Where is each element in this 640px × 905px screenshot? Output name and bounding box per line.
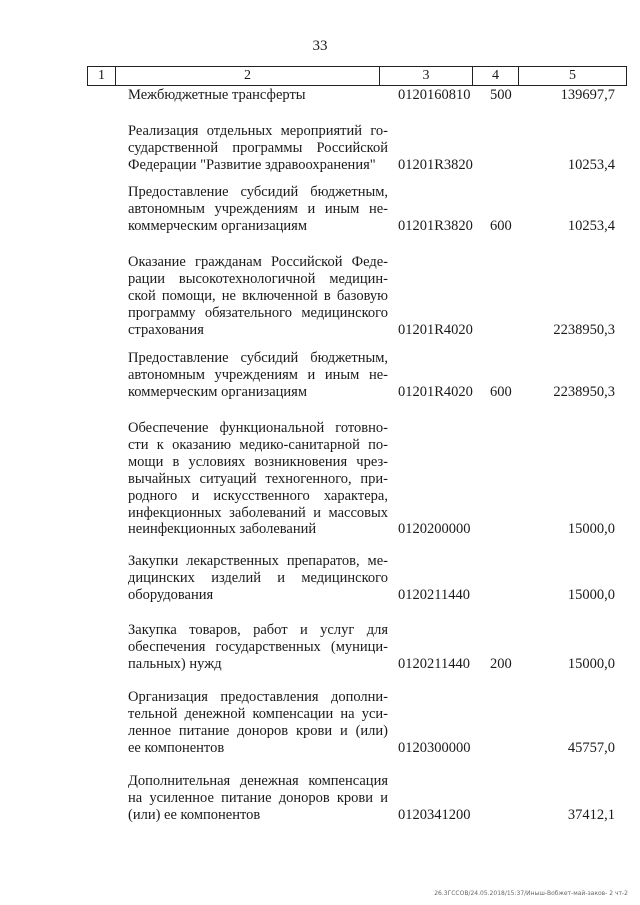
row-name-line: инфекционных заболеваний и массовых bbox=[128, 504, 388, 521]
header-col-3: 3 bbox=[422, 68, 430, 83]
row-amount: 15000,0 bbox=[567, 655, 615, 672]
page-number: 33 bbox=[312, 38, 328, 54]
row-name-line: Дополнительная денежная компенсация bbox=[128, 773, 388, 789]
row-name-line: тельной денежной компенсации на уси- bbox=[128, 705, 388, 722]
header-col-4: 4 bbox=[492, 68, 499, 83]
row-name bbox=[128, 773, 388, 824]
row-name-line: рации высокотехнологичной медицин- bbox=[128, 270, 388, 287]
row-code: 0120160810 bbox=[398, 87, 471, 103]
row-expense-type: 200 bbox=[490, 655, 512, 672]
row-code: 0120300000 bbox=[398, 739, 471, 756]
table-header bbox=[87, 66, 627, 86]
row-name-line: Закупка товаров, работ и услуг для bbox=[128, 622, 388, 638]
row-name bbox=[128, 350, 388, 401]
row-name bbox=[128, 420, 388, 538]
row-name-line: Реализация отдельных мероприятий го- bbox=[128, 123, 388, 139]
row-name-line: ленное питание доноров крови и (или) bbox=[128, 722, 388, 739]
row-name-line: Закупки лекарственных препаратов, ме- bbox=[128, 553, 388, 569]
row-name-line: коммерческим организациям bbox=[128, 217, 308, 234]
row-name-line: Оказание гражданам Российской Феде- bbox=[128, 254, 388, 270]
row-name-line: оборудования bbox=[128, 586, 214, 603]
row-expense-type: 500 bbox=[490, 87, 512, 103]
row-name-line: программу обязательного медицинского bbox=[128, 304, 388, 321]
row-amount: 45757,0 bbox=[567, 739, 615, 756]
row-name-line: Организация предоставления дополни- bbox=[128, 689, 388, 705]
row-name-line: автономным учреждениям и иным не- bbox=[128, 366, 388, 383]
row-amount: 2238950,3 bbox=[553, 383, 615, 400]
row-name-line: сударственной программы Российской bbox=[128, 139, 388, 156]
row-name-line: пальных) нужд bbox=[128, 655, 222, 672]
footer-stamp: 26.3ГССОВ/24.05.2018/15:37/Иныш-Вобжет-май-заков- 2 чт-2 bbox=[434, 890, 628, 897]
header-col-5: 5 bbox=[569, 68, 576, 83]
row-code: 01201R4020 bbox=[398, 321, 473, 338]
row-name-line: на усиленное питание доноров крови и bbox=[128, 789, 388, 806]
header-col-2: 2 bbox=[244, 68, 251, 83]
row-code: 0120341200 bbox=[398, 806, 471, 823]
row-amount: 139697,7 bbox=[560, 87, 615, 103]
row-amount: 10253,4 bbox=[567, 156, 615, 173]
header-col-1: 1 bbox=[98, 68, 105, 83]
row-amount: 10253,4 bbox=[567, 217, 615, 234]
row-name-line: вычайных ситуаций техногенного, при- bbox=[128, 470, 388, 487]
row-name-line: родного и искусственного характера, bbox=[128, 487, 388, 504]
row-code: 01201R3820 bbox=[398, 217, 473, 234]
row-name-line: Предоставление субсидий бюджетным, bbox=[128, 350, 388, 366]
row-code: 01201R3820 bbox=[398, 156, 473, 173]
row-code: 0120211440 bbox=[398, 586, 470, 603]
row-name bbox=[128, 123, 388, 174]
row-name bbox=[128, 622, 388, 673]
row-name-line: неинфекционных заболеваний bbox=[128, 521, 317, 538]
row-name-line: Предоставление субсидий бюджетным, bbox=[128, 184, 388, 200]
row-name-line: ее компонентов bbox=[128, 739, 225, 756]
row-name-line: ской помощи, не включенной в базовую bbox=[128, 287, 388, 304]
row-amount: 15000,0 bbox=[567, 521, 615, 538]
row-name-line: Обеспечение функциональной готовно- bbox=[128, 420, 388, 436]
row-name-line: (или) ее компонентов bbox=[128, 806, 261, 823]
row-name-line: Федерации "Развитие здравоохранения" bbox=[128, 156, 376, 173]
row-name bbox=[128, 254, 388, 339]
row-name bbox=[128, 689, 388, 757]
row-name-line: дицинских изделий и медицинского bbox=[128, 569, 388, 586]
row-name-line: мощи в условиях возникновения чрез- bbox=[128, 453, 388, 470]
row-name bbox=[128, 87, 388, 104]
row-name-line: сти к оказанию медико-санитарной по- bbox=[128, 436, 388, 453]
row-name-line: автономным учреждениям и иным не- bbox=[128, 200, 388, 217]
row-name bbox=[128, 184, 388, 235]
row-name-line: страхования bbox=[128, 321, 204, 338]
row-code: 01201R4020 bbox=[398, 383, 473, 400]
row-name-line: Межбюджетные трансферты bbox=[128, 87, 306, 103]
row-amount: 2238950,3 bbox=[553, 321, 615, 338]
row-amount: 15000,0 bbox=[567, 586, 615, 603]
row-code: 0120200000 bbox=[398, 521, 471, 538]
row-code: 0120211440 bbox=[398, 655, 470, 672]
row-name-line: коммерческим организациям bbox=[128, 383, 308, 400]
row-expense-type: 600 bbox=[490, 217, 512, 234]
row-name-line: обеспечения государственных (муници- bbox=[128, 638, 388, 655]
row-expense-type: 600 bbox=[490, 383, 512, 400]
row-amount: 37412,1 bbox=[567, 806, 615, 823]
row-name bbox=[128, 553, 388, 604]
